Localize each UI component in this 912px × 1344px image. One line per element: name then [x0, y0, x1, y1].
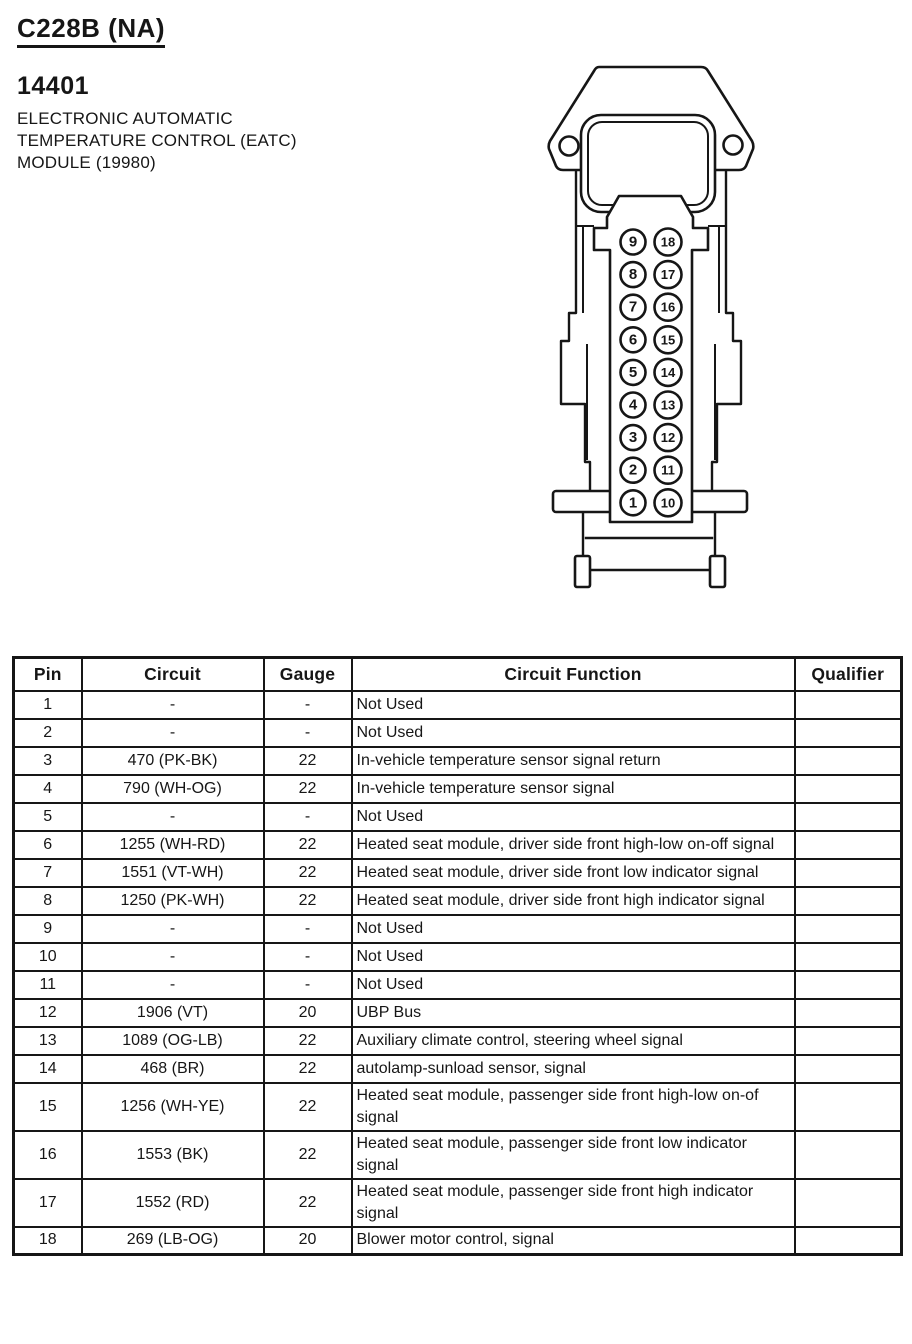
cell-function: Heated seat module, driver side front high indicator signal	[352, 887, 795, 915]
cell-pin: 13	[14, 1027, 82, 1055]
cell-gauge: -	[264, 915, 352, 943]
cell-qualifier	[795, 887, 902, 915]
cell-function: Heated seat module, driver side front high-low on-off signal	[352, 831, 795, 859]
cell-qualifier	[795, 831, 902, 859]
table-row	[14, 691, 902, 719]
mounting-hole-left	[560, 137, 579, 156]
cell-gauge: 20	[264, 1227, 352, 1255]
cell-gauge: -	[264, 691, 352, 719]
cell-pin: 7	[14, 859, 82, 887]
cell-function: autolamp-sunload sensor, signal	[352, 1055, 795, 1083]
table-row	[14, 831, 902, 859]
component-name-line: TEMPERATURE CONTROL (EATC)	[17, 131, 297, 150]
cell-gauge: 22	[264, 775, 352, 803]
cell-circuit: 269 (LB-OG)	[82, 1227, 264, 1255]
pin-number: 8	[628, 266, 638, 284]
cell-gauge: 22	[264, 1027, 352, 1055]
part-number: 14401	[17, 72, 90, 100]
pin-number: 12	[660, 430, 676, 446]
body-side-left	[561, 171, 590, 492]
table-row	[14, 775, 902, 803]
body-inner-wall-right	[708, 226, 726, 313]
pin-number: 5	[628, 363, 638, 381]
cell-pin: 5	[14, 803, 82, 831]
cell-function: Heated seat module, driver side front low indicator signal	[352, 859, 795, 887]
cell-qualifier	[795, 775, 902, 803]
cell-pin: 11	[14, 971, 82, 999]
pin-number: 17	[660, 267, 676, 283]
cell-qualifier	[795, 803, 902, 831]
cell-qualifier	[795, 1227, 902, 1255]
doc-header	[17, 13, 417, 174]
cell-function: Heated seat module, passenger side front low indicator signal	[352, 1131, 795, 1179]
pinout-table-head	[14, 658, 902, 691]
cell-circuit: 1256 (WH-YE)	[82, 1083, 264, 1131]
cell-gauge: 22	[264, 887, 352, 915]
foot-right	[710, 556, 725, 587]
pin-number: 3	[628, 429, 638, 447]
pin-number: 14	[660, 364, 676, 380]
pin-number: 13	[660, 397, 676, 413]
pin-number: 4	[628, 396, 638, 414]
cell-circuit: -	[82, 971, 264, 999]
table-row	[14, 1227, 902, 1255]
cell-pin: 8	[14, 887, 82, 915]
cell-gauge: -	[264, 719, 352, 747]
cell-gauge: 22	[264, 1083, 352, 1131]
pin-number: 1	[628, 494, 638, 512]
foot-left	[575, 556, 590, 587]
cell-pin: 4	[14, 775, 82, 803]
cell-qualifier	[795, 1055, 902, 1083]
cell-circuit: -	[82, 719, 264, 747]
cell-pin: 10	[14, 943, 82, 971]
cell-circuit: 1552 (RD)	[82, 1179, 264, 1227]
cell-gauge: 20	[264, 999, 352, 1027]
cell-circuit: 468 (BR)	[82, 1055, 264, 1083]
component-name-line: MODULE (19980)	[17, 153, 156, 172]
cell-circuit: 1250 (PK-WH)	[82, 887, 264, 915]
cell-function: Not Used	[352, 691, 795, 719]
cell-gauge: 22	[264, 859, 352, 887]
table-row	[14, 887, 902, 915]
cell-pin: 12	[14, 999, 82, 1027]
cell-circuit: 790 (WH-OG)	[82, 775, 264, 803]
pin-tower	[594, 196, 708, 522]
cell-circuit: -	[82, 915, 264, 943]
cell-gauge: -	[264, 971, 352, 999]
cell-function: Not Used	[352, 971, 795, 999]
table-row	[14, 1055, 902, 1083]
cell-gauge: 22	[264, 747, 352, 775]
cell-function: Not Used	[352, 915, 795, 943]
pinout-table-body	[14, 691, 902, 1255]
table-row	[14, 1027, 902, 1055]
pin-number: 16	[660, 299, 676, 315]
table-row	[14, 803, 902, 831]
cell-circuit: -	[82, 691, 264, 719]
cell-pin: 16	[14, 1131, 82, 1179]
pin-number: 9	[628, 233, 638, 251]
pin-number: 11	[661, 462, 675, 478]
cell-gauge: 22	[264, 1131, 352, 1179]
cell-qualifier	[795, 943, 902, 971]
cell-gauge: -	[264, 803, 352, 831]
pinout-table	[12, 656, 903, 1256]
pin-number: 6	[628, 331, 638, 349]
cell-function: Not Used	[352, 803, 795, 831]
table-row	[14, 971, 902, 999]
body-side-right	[712, 171, 741, 492]
cell-qualifier	[795, 747, 902, 775]
cell-pin: 14	[14, 1055, 82, 1083]
cell-pin: 2	[14, 719, 82, 747]
cell-pin: 6	[14, 831, 82, 859]
cell-qualifier	[795, 1179, 902, 1227]
mounting-hole-right	[724, 136, 743, 155]
cell-qualifier	[795, 1083, 902, 1131]
cell-function: Blower motor control, signal	[352, 1227, 795, 1255]
header-row	[14, 658, 902, 691]
cell-gauge: 22	[264, 831, 352, 859]
cell-function: Not Used	[352, 943, 795, 971]
pin-number: 7	[628, 298, 638, 316]
connector-diagram	[540, 55, 770, 605]
cell-pin: 17	[14, 1179, 82, 1227]
table-row	[14, 915, 902, 943]
body-inner-wall-left	[576, 226, 594, 313]
table-row	[14, 999, 902, 1027]
cell-qualifier	[795, 999, 902, 1027]
pin-number: 10	[660, 495, 676, 511]
column-header-circuit: Circuit	[82, 658, 264, 691]
cell-circuit: 1553 (BK)	[82, 1131, 264, 1179]
cell-function: In-vehicle temperature sensor signal	[352, 775, 795, 803]
table-row	[14, 859, 902, 887]
cell-function: In-vehicle temperature sensor signal return	[352, 747, 795, 775]
cell-function: Auxiliary climate control, steering wheel signal	[352, 1027, 795, 1055]
cell-qualifier	[795, 971, 902, 999]
table-row	[14, 1131, 902, 1179]
cell-qualifier	[795, 691, 902, 719]
cell-gauge: 22	[264, 1179, 352, 1227]
cell-function: Heated seat module, passenger side front high-low on-of signal	[352, 1083, 795, 1131]
pin-number: 18	[660, 234, 676, 250]
cell-function: UBP Bus	[352, 999, 795, 1027]
table-row	[14, 747, 902, 775]
table-row	[14, 719, 902, 747]
cell-circuit: 1906 (VT)	[82, 999, 264, 1027]
table-row	[14, 1179, 902, 1227]
cell-pin: 15	[14, 1083, 82, 1131]
cell-circuit: 1551 (VT-WH)	[82, 859, 264, 887]
column-header-circuit-function: Circuit Function	[352, 658, 795, 691]
cell-circuit: -	[82, 943, 264, 971]
cell-qualifier	[795, 859, 902, 887]
cell-pin: 9	[14, 915, 82, 943]
component-name	[17, 108, 417, 174]
cell-pin: 3	[14, 747, 82, 775]
column-header-gauge: Gauge	[264, 658, 352, 691]
pin-number: 2	[628, 461, 638, 479]
cell-pin: 18	[14, 1227, 82, 1255]
cell-circuit: 1255 (WH-RD)	[82, 831, 264, 859]
cell-circuit: 470 (PK-BK)	[82, 747, 264, 775]
cell-circuit: 1089 (OG-LB)	[82, 1027, 264, 1055]
cell-function: Heated seat module, passenger side front high indicator signal	[352, 1179, 795, 1227]
cell-function: Not Used	[352, 719, 795, 747]
cell-gauge: 22	[264, 1055, 352, 1083]
component-name-line: ELECTRONIC AUTOMATIC	[17, 109, 233, 128]
column-header-pin: Pin	[14, 658, 82, 691]
cell-qualifier	[795, 1131, 902, 1179]
cell-circuit: -	[82, 803, 264, 831]
cell-gauge: -	[264, 943, 352, 971]
table-row	[14, 1083, 902, 1131]
column-header-qualifier: Qualifier	[795, 658, 902, 691]
cell-qualifier	[795, 719, 902, 747]
cell-qualifier	[795, 915, 902, 943]
connector-code-title: C228B (NA)	[17, 13, 165, 48]
cell-pin: 1	[14, 691, 82, 719]
table-row	[14, 943, 902, 971]
cell-qualifier	[795, 1027, 902, 1055]
pin-number: 15	[660, 332, 676, 348]
